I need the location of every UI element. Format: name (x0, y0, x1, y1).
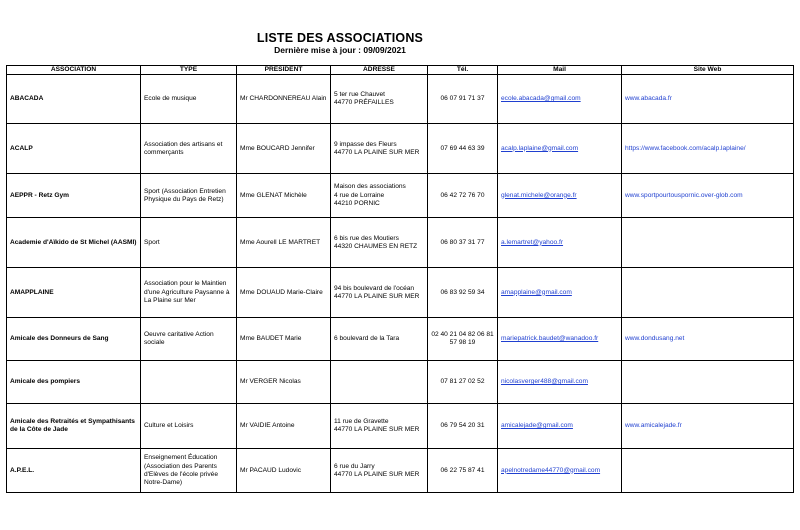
association-phone: 06 79 54 20 31 (428, 404, 498, 449)
association-mail-cell (498, 75, 622, 124)
association-mail-cell (498, 174, 622, 218)
address-line: 6 bis rue des Moutiers (334, 234, 399, 242)
address-line: 44770 LA PLAINE SUR MER (334, 426, 420, 434)
column-header-mail: Mail (498, 66, 622, 75)
association-mail-cell (498, 361, 622, 404)
association-address (331, 218, 428, 268)
address-line: 44770 PRÉFAILLES (334, 99, 394, 107)
column-header-tel: Tél. (428, 66, 498, 75)
table-row (7, 124, 794, 174)
table-row (7, 318, 794, 361)
email-link[interactable]: mariepatrick.baudet@wanadoo.fr (501, 335, 599, 343)
address-line: 4 rue de Lorraine (334, 191, 385, 199)
association-address (331, 361, 428, 404)
association-president: Mme GLENAT Michèle (237, 174, 331, 218)
address-line: 44320 CHAUMES EN RETZ (334, 242, 418, 250)
table-row (7, 449, 794, 493)
address-line: 5 ter rue Chauvet (334, 91, 385, 98)
email-link[interactable]: acalp.laplaine@gmail.com (501, 144, 579, 152)
association-address (331, 449, 428, 493)
association-type: Oeuvre caritative Action sociale (141, 318, 237, 361)
association-address (331, 404, 428, 449)
table-body (7, 75, 794, 493)
association-president: Mme DOUAUD Marie-Claire (237, 268, 331, 318)
association-type: Association pour le Maintien d'une Agriculture Paysanne à La Plaine sur Mer (141, 268, 237, 318)
email-link[interactable]: apelnotredame44770@gmail.com (501, 466, 601, 474)
association-website-cell (622, 124, 794, 174)
association-type (141, 361, 237, 404)
associations-table (6, 65, 794, 493)
email-link[interactable]: glenat.michele@orange.fr (501, 191, 577, 199)
association-name: Amicale des pompiers (7, 361, 141, 404)
association-phone: 06 42 72 76 70 (428, 174, 498, 218)
association-name: Amicale des Retraités et Sympathisants de la Côte de Jade (7, 404, 141, 449)
address-line: Maison des associations (334, 183, 406, 191)
association-name: AMAPPLAINE (7, 268, 141, 318)
column-header-association: ASSOCIATION (7, 66, 141, 75)
association-phone: 06 83 92 59 34 (428, 268, 498, 318)
table-row (7, 361, 794, 404)
association-mail-cell (498, 268, 622, 318)
association-name: Amicale des Donneurs de Sang (7, 318, 141, 361)
association-website-cell (622, 361, 794, 404)
association-type: Culture et Loisirs (141, 404, 237, 449)
association-website-cell (622, 218, 794, 268)
address-line: 9 impasse des Fleurs (334, 140, 397, 148)
association-type: Sport (141, 218, 237, 268)
last-update-date: Dernière mise à jour : 09/09/2021 (274, 45, 406, 55)
address-line: 44770 LA PLAINE SUR MER (334, 148, 420, 156)
website-link[interactable]: https://www.facebook.com/acalp.laplaine/ (625, 144, 746, 152)
association-name: ABACADA (7, 75, 141, 124)
email-link[interactable]: ecole.abacada@gmail.com (501, 95, 581, 103)
association-president: Mme BOUCARD Jennifer (237, 124, 331, 174)
association-address (331, 318, 428, 361)
association-phone: 06 22 75 87 41 (428, 449, 498, 493)
association-president: Mme BAUDET Marie (237, 318, 331, 361)
address-line: 44770 LA PLAINE SUR MER (334, 292, 420, 300)
association-phone: 06 80 37 31 77 (428, 218, 498, 268)
column-header-address: ADRESSE (331, 66, 428, 75)
association-address (331, 75, 428, 124)
association-president: Mme Aourell LE MARTRET (237, 218, 331, 268)
association-address (331, 268, 428, 318)
association-president: Mr PACAUD Ludovic (237, 449, 331, 493)
column-header-president: PRESIDENT (237, 66, 331, 75)
website-link[interactable]: www.dondusang.net (625, 335, 685, 343)
column-header-website: Site Web (622, 66, 794, 75)
table-row (7, 268, 794, 318)
association-type: Sport (Association Entretien Physique du Pays de Retz) (141, 174, 237, 218)
address-line: 6 boulevard de la Tara (334, 335, 400, 343)
table-row (7, 218, 794, 268)
table-header-row (7, 66, 794, 75)
association-name: AEPPR - Retz Gym (7, 174, 141, 218)
website-link[interactable]: www.amicalejade.fr (625, 422, 682, 430)
table-row (7, 404, 794, 449)
association-type: Ecole de musique (141, 75, 237, 124)
association-website-cell (622, 404, 794, 449)
association-mail-cell (498, 218, 622, 268)
email-link[interactable]: nicolasverger488@gmail.com (501, 378, 588, 386)
association-phone: 06 07 91 71 37 (428, 75, 498, 124)
association-website-cell (622, 449, 794, 493)
page-title: LISTE DES ASSOCIATIONS (256, 31, 424, 45)
association-president: Mr CHARDONNEREAU Alain (237, 75, 331, 124)
column-header-type: TYPE (141, 66, 237, 75)
association-phone: 07 69 44 63 39 (428, 124, 498, 174)
address-line: 6 rue du Jarry (334, 462, 375, 470)
association-president: Mr VERGER Nicolas (237, 361, 331, 404)
association-website-cell (622, 318, 794, 361)
table-row (7, 174, 794, 218)
association-mail-cell (498, 404, 622, 449)
association-name: A.P.E.L. (7, 449, 141, 493)
association-address (331, 174, 428, 218)
association-phone: 07 81 27 02 52 (428, 361, 498, 404)
association-address (331, 124, 428, 174)
association-type: Association des artisans et commerçants (141, 124, 237, 174)
address-line: 44210 PORNIC (334, 199, 380, 207)
email-link[interactable]: a.lemartret@yahoo.fr (501, 238, 564, 246)
association-website-cell (622, 174, 794, 218)
association-type: Enseignement Éducation (Association des Parents d'Elèves de l'école privée Notre-Dame) (141, 449, 237, 493)
association-website-cell (622, 268, 794, 318)
association-president: Mr VAIDIE Antoine (237, 404, 331, 449)
address-line: 94 bis boulevard de l'océan (334, 284, 415, 292)
website-link[interactable]: www.abacada.fr (625, 95, 672, 103)
email-link[interactable]: amicalejade@gmail.com (501, 422, 573, 430)
website-link[interactable]: www.sportpourtouspornic.over-glob.com (625, 191, 743, 199)
association-website-cell (622, 75, 794, 124)
association-phone: 02 40 21 04 82 06 81 57 98 19 (428, 318, 498, 361)
address-line: 44770 LA PLAINE SUR MER (334, 470, 420, 478)
association-name: Academie d'Aïkido de St Michel (AASMI) (7, 218, 141, 268)
address-line: 11 rue de Gravette (334, 418, 389, 425)
association-name: ACALP (7, 124, 141, 174)
association-mail-cell (498, 449, 622, 493)
email-link[interactable]: amapplaine@gmail.com (501, 288, 572, 296)
association-mail-cell (498, 318, 622, 361)
association-mail-cell (498, 124, 622, 174)
table-row (7, 75, 794, 124)
